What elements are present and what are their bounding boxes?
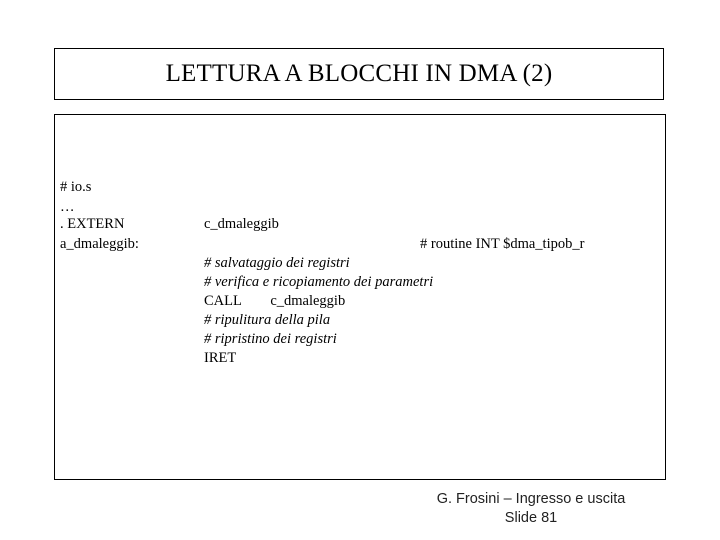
code-body-line: CALL c_dmaleggib <box>204 293 346 309</box>
title-box <box>54 48 664 100</box>
footer-slide-number: Slide 81 <box>504 510 558 526</box>
code-line-ellipsis: … <box>60 199 75 215</box>
footer-author: G. Frosini – Ingresso e uscita <box>436 491 626 507</box>
slide-footer <box>406 490 656 528</box>
code-line-io-s: # io.s <box>60 179 92 195</box>
code-body-line: # ripristino dei registri <box>204 331 337 347</box>
slide-title: LETTURA A BLOCCHI IN DMA (2) <box>165 60 553 87</box>
code-line-extern: . EXTERN <box>60 216 125 232</box>
code-body-line: # ripulitura della pila <box>204 312 331 328</box>
code-body-line: # salvataggio dei registri <box>204 255 350 271</box>
code-line-label: a_dmaleggib: <box>60 236 139 252</box>
content-box <box>54 114 666 480</box>
code-extern-target: c_dmaleggib <box>204 216 279 232</box>
code-body-line: IRET <box>204 350 237 366</box>
code-routine-comment: # routine INT $dma_tipob_r <box>420 236 585 252</box>
code-body-line: # verifica e ricopiamento dei parametri <box>204 274 434 290</box>
